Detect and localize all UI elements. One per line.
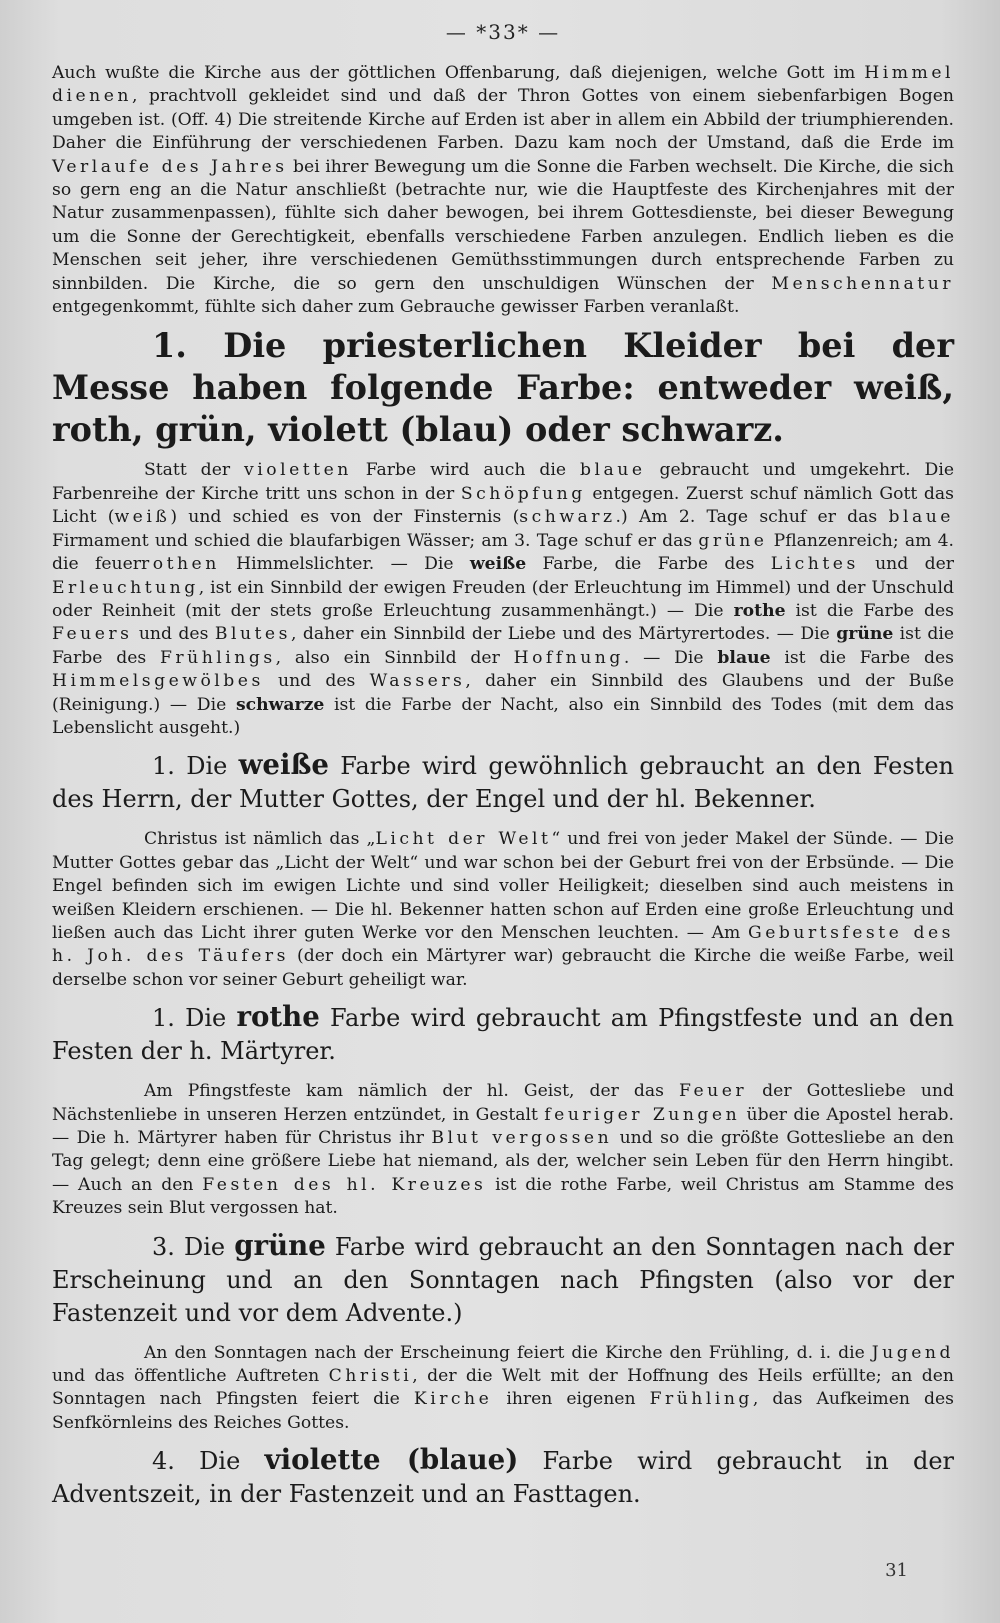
white-paragraph <box>52 828 954 992</box>
spaced-text: Blutes <box>214 624 291 645</box>
text-run: 1. Die <box>152 752 239 781</box>
spaced-text: feuriger Zungen <box>544 1104 741 1125</box>
spaced-text: Feuer <box>679 1081 748 1102</box>
text-run: ist die Farbe des <box>785 600 954 621</box>
bold-color-word: rothe <box>733 600 786 621</box>
text-run: Farbe wird gebraucht an den Sonntagen nach der Erscheinung und an den Sonntagen nach Pfingsten (also vor der Fastenzeit und vor dem Advente.) <box>52 1232 954 1327</box>
text-run: An den Sonntagen nach der Erscheinung feiert die Kirche den Frühling, d. i. die <box>144 1342 872 1363</box>
spaced-text: Lichtes <box>770 554 859 575</box>
text-run: entgegen. Zuerst schuf nämlich Gott das Licht ( <box>52 483 954 528</box>
text-run: bei ihrer Bewegung um die Sonne die Farben wechselt. Die Kirche, die sich so gern eng an die Natur anschließt (betrachte nur, wie die Hauptfeste des Kirchenjahres mit der Natur zusammenpassen), fühlte sich daher bewogen, bei ihrem Gottesdienste, bei dieser Bewegung um die Sonne der Gerechtigkeit, ebenfalls verschiedene Farben anzulegen. Endlich lieben es die Menschen seit jeher, ihre verschiedenen Gemüthsstimmungen durch entsprechende Farben zu sinnbilden. Die Kirche, die so gern den unschuldigen Wünschen der <box>52 156 954 294</box>
text-run: Pflanzenreich; am 4. die feuer <box>52 530 954 575</box>
spaced-text: Jugend <box>871 1342 954 1363</box>
spaced-text: Licht der Welt <box>375 829 552 850</box>
text-run: ist die Farbe der Nacht, also ein Sinnbild des Todes (mit dem das Lebenslicht ausgeht.) <box>52 694 954 738</box>
text-run: , also ein Sinnbild der <box>275 647 514 668</box>
bold-color-word: blaue <box>717 647 771 668</box>
text-run: 3. Die <box>152 1232 235 1261</box>
spaced-text: Himmel dienen <box>52 63 954 107</box>
bold-color-word: rothe <box>236 1000 320 1034</box>
text-run: “ und frei von jeder Makel der Sünde. — Die Mutter Gottes gebar das „Licht der Welt“ und war schon bei der Geburt frei von der Erbsünde. — Die Engel befinden sich im ewigen Lichte und sind voller Heiligkeit; dieselben sind auch meistens in weißen Kleidern erschienen. — Die hl. Bekenner hatten schon auf Erden eine große Erleuchtung und ließen auch das Licht ihrer guten Werke vor den Menschen leuchten. — Am <box>52 829 955 943</box>
spaced-text: violetten <box>244 460 352 481</box>
heading-violet <box>52 1443 954 1511</box>
text-run: entgegenkommt, fühlte sich daher zum Gebrauche gewisser Farben veranlaßt. <box>52 297 740 318</box>
text-run: und der <box>858 554 954 575</box>
spaced-text: Feuers <box>52 624 133 645</box>
text-run: , daher ein Sinnbild der Liebe und des Märtyrertodes. — Die <box>290 624 837 645</box>
text-run: ist die rothe Farbe, weil Christus am Stamme des Kreuzes sein Blut vergossen hat. <box>52 1174 954 1219</box>
spaced-text: Festen des hl. Kreuzes <box>202 1174 487 1195</box>
spaced-text: Christi <box>328 1366 413 1387</box>
spaced-text: Menschennatur <box>771 273 954 294</box>
text-run: der Gottesliebe und Nächstenliebe in unseren Herzen entzündet, in Gestalt <box>52 1081 954 1125</box>
bold-color-word: weiße <box>469 554 527 575</box>
bold-color-word: schwarze <box>235 694 325 715</box>
text-run: ist die Farbe des <box>52 624 954 668</box>
bold-color-word: violette (blaue) <box>264 1443 519 1477</box>
text-run: und des <box>263 671 370 692</box>
main-heading: 1. Die priesterlichen Kleider bei der Messe haben folgende Farbe: entweder weiß, roth, grün, violett (blau) oder schwarz. <box>52 326 954 450</box>
text-run: . — Die <box>623 647 718 668</box>
text-run: Firmament und schied die blaufarbigen Wässer; am 3. Tage schuf er das <box>52 530 699 551</box>
text-run: Farbe wird gebraucht am Pfingstfeste und an den Festen der h. Märtyrer. <box>52 1004 954 1066</box>
spaced-text: Frühling <box>649 1389 753 1410</box>
spaced-text: Hoffnung <box>513 647 624 668</box>
spaced-text: Wassers <box>369 671 466 692</box>
intro-paragraph <box>52 62 954 319</box>
spaced-text: Erleuchtung <box>52 577 199 598</box>
heading-green <box>52 1229 954 1330</box>
spaced-text: rothen <box>141 554 220 575</box>
text-run: ) und schied es von der Finsternis ( <box>170 507 520 528</box>
text-run: Farbe wird auch die <box>351 460 581 481</box>
text-run: 1. Die <box>152 1004 237 1033</box>
text-run: Himmelslichter. — Die <box>219 554 470 575</box>
text-run: , das Aufkeimen des Senfkörnleins des Reiches Gottes. <box>52 1389 954 1433</box>
text-run: gebraucht und umgekehrt. Die Farbenreihe der Kirche tritt uns schon in der <box>52 460 955 504</box>
text-run: , ist ein Sinnbild der ewigen Freuden (der Erleuchtung im Himmel) und der Unschuld oder Reinheit (mit der stets große Erleuchtung zusammenhängt.) — Die <box>52 577 954 621</box>
text-run: .) Am 2. Tage schuf er das <box>615 507 889 528</box>
spaced-text: schwarz <box>519 507 616 528</box>
bold-color-word: weiße <box>238 748 329 782</box>
text-run: , daher ein Sinnbild des Glaubens und der Buße (Reinigung.) — Die <box>52 671 954 715</box>
text-run: ihren eigenen <box>492 1389 650 1410</box>
green-paragraph <box>52 1342 954 1436</box>
bold-color-word: grüne <box>836 624 894 645</box>
text-run: , prachtvoll gekleidet sind und daß der Thron Gottes von einem siebenfarbigen Bogen umgeben ist. (Off. 4) Die streitende Kirche auf Erden ist aber in allem ein Abbild der triumphierenden. Daher die Einführung der verschiedenen Farben. Dazu kam noch der Umstand, daß die Erde im <box>52 86 954 154</box>
text-run: und so die größte Gottesliebe an den Tag gelegt; denn eine größere Liebe hat niemand, als der, welcher sein Leben für den Herrn hingibt. — Auch an den <box>52 1128 954 1195</box>
heading-white <box>52 748 954 816</box>
text-run: Farbe, die Farbe des <box>526 554 771 575</box>
text-run: , der die Welt mit der Hoffnung des Heils erfüllte; an den Sonntagen nach Pfingsten feiert die <box>52 1366 954 1410</box>
text-run: Farbe wird gebraucht in der Adventszeit, in der Fastenzeit und an Fasttagen. <box>52 1447 955 1509</box>
text-run: Farbe wird gewöhnlich gebraucht an den Festen des Herrn, der Mutter Gottes, der Engel und der hl. Bekenner. <box>52 752 954 814</box>
page-header: — *33* — <box>445 20 561 44</box>
spaced-text: Schöpfung <box>460 483 586 504</box>
text-run: über die Apostel herab. — Die h. Märtyrer haben für Christus ihr <box>52 1104 955 1148</box>
spaced-text: grüne <box>698 530 768 551</box>
bold-color-word: grüne <box>234 1228 326 1262</box>
red-paragraph <box>52 1080 954 1220</box>
spaced-text: Blut vergossen <box>431 1128 613 1148</box>
spaced-text: Geburtsfeste des h. Joh. des Täufers <box>52 922 954 967</box>
text-run: (der doch ein Märtyrer war) gebraucht die Kirche die weiße Farbe, weil derselbe schon vor seiner Geburt geheiligt war. <box>52 946 954 990</box>
spaced-text: Frühlings <box>160 647 276 668</box>
spaced-text: blaue <box>580 460 646 481</box>
text-run: ist die Farbe des <box>770 647 955 668</box>
heading-red <box>52 1000 954 1068</box>
text-run: Am Pfingstfeste kam nämlich der hl. Geist, der das <box>144 1081 680 1102</box>
colors-paragraph <box>52 459 954 740</box>
spaced-text: blaue <box>888 507 954 528</box>
text-run: und das öffentliche Auftreten <box>52 1366 329 1387</box>
text-run: Christus ist nämlich das „ <box>144 829 376 850</box>
spaced-text: weiß <box>114 507 171 528</box>
spaced-text: Verlaufe des Jahres <box>52 156 288 177</box>
text-run: 4. Die <box>152 1447 265 1476</box>
text-run: und des <box>132 624 215 645</box>
spaced-text: Himmelsgewölbes <box>52 671 264 692</box>
text-run: Auch wußte die Kirche aus der göttlichen Offenbarung, daß diejenigen, welche Gott im <box>52 63 865 83</box>
text-run: Statt der <box>144 460 245 481</box>
page-number: 31 <box>885 1560 908 1581</box>
spaced-text: Kirche <box>413 1389 493 1410</box>
